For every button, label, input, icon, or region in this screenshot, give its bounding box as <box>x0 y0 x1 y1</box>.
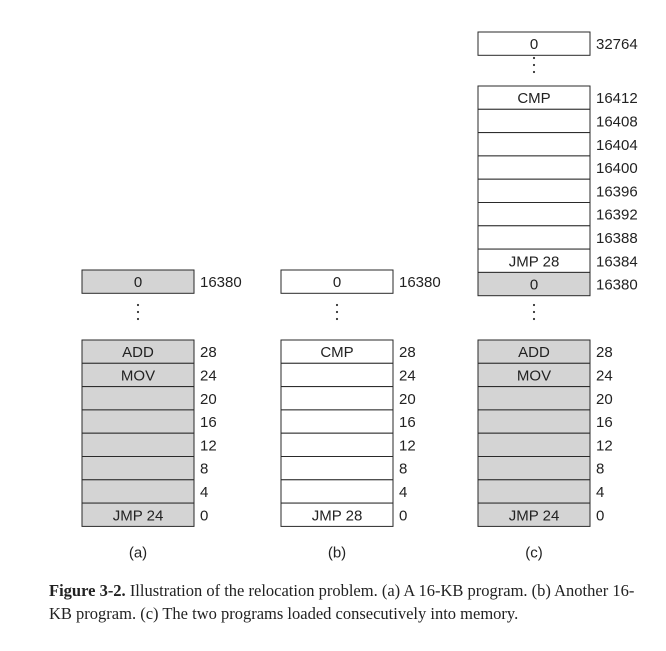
panel-c-addr-16: 16 <box>596 414 613 432</box>
panel-b-cell-28-text: CMP <box>320 344 354 362</box>
panel-c-cell-32764-text: 0 <box>529 36 539 54</box>
panel-b-ellipsis-dot-0 <box>336 304 338 306</box>
panel-a-cell-24-text: MOV <box>120 367 156 385</box>
panel-a-cell-12 <box>82 433 194 456</box>
panel-c-addr-16388: 16388 <box>596 229 638 247</box>
panel-b-ellipsis-dot-1 <box>336 311 338 313</box>
panel-c-cell-0-text: JMP 24 <box>508 507 560 525</box>
panel-c-cell-20 <box>478 387 590 410</box>
panel-a-label: (a) <box>128 544 148 562</box>
panel-c-addr-16396: 16396 <box>596 183 638 201</box>
panel-b-cell-16380-text: 0 <box>332 274 342 292</box>
panel-b-addr-24: 24 <box>399 367 416 385</box>
panel-a-addr-16: 16 <box>200 414 217 432</box>
panel-c-cell-16384-text: JMP 28 <box>508 253 560 271</box>
panel-b-cell-12 <box>281 433 393 456</box>
panel-a-cell-8 <box>82 457 194 480</box>
panel-c-cell-16400 <box>478 156 590 179</box>
panel-c-ellipsis-dot-1 <box>533 311 535 313</box>
panel-c-addr-0: 0 <box>596 507 605 525</box>
panel-c-cell-16380-text: 0 <box>529 276 539 294</box>
panel-c-cell-16404 <box>478 133 590 156</box>
panel-a-cell-28-text: ADD <box>122 344 154 362</box>
panel-c-cell-4 <box>478 480 590 503</box>
figure-number: Figure 3-2. <box>49 581 126 600</box>
panel-a-cell-20 <box>82 387 194 410</box>
panel-c-cell-24-text: MOV <box>516 367 552 385</box>
panel-b-cell-8 <box>281 457 393 480</box>
panel-c-cell-16388 <box>478 226 590 249</box>
panel-c-addr-16412: 16412 <box>596 90 638 108</box>
panel-c-addr-20: 20 <box>596 390 613 408</box>
panel-b-addr-28: 28 <box>399 344 416 362</box>
panel-b-ellipsis-dot-2 <box>336 318 338 320</box>
panel-c-cell-8 <box>478 457 590 480</box>
panel-c-addr-8: 8 <box>596 460 605 478</box>
panel-c-addr-32764: 32764 <box>596 36 638 54</box>
panel-a-addr-28: 28 <box>200 344 217 362</box>
panel-a-addr-12: 12 <box>200 437 217 455</box>
panel-a-ellipsis-dot-1 <box>137 311 139 313</box>
panel-b-label: (b) <box>327 544 347 562</box>
panel-c-addr-24: 24 <box>596 367 613 385</box>
panel-b-cell-20 <box>281 387 393 410</box>
panel-c-cell-16408 <box>478 109 590 132</box>
panel-c-addr-28: 28 <box>596 344 613 362</box>
panel-b-addr-8: 8 <box>399 460 408 478</box>
panel-c-addr-16392: 16392 <box>596 206 638 224</box>
panel-c-cell-12 <box>478 433 590 456</box>
panel-b-cell-0-text: JMP 28 <box>311 507 363 525</box>
panel-c-upper-ellipsis-dot-1 <box>533 64 535 66</box>
panel-a-addr-4: 4 <box>200 483 209 501</box>
panel-c-label: (c) <box>525 544 543 562</box>
panel-c-ellipsis-dot-2 <box>533 318 535 320</box>
panel-b-cell-16 <box>281 410 393 433</box>
panel-a-cell-16380-text: 0 <box>133 274 143 292</box>
panel-a-cell-0-text: JMP 24 <box>112 507 164 525</box>
panel-a-cell-4 <box>82 480 194 503</box>
panel-c-addr-12: 12 <box>596 437 613 455</box>
panel-b-addr-4: 4 <box>399 483 408 501</box>
panel-a-addr-20: 20 <box>200 390 217 408</box>
panel-c-upper-ellipsis-dot-0 <box>533 57 535 59</box>
panel-c-cell-16 <box>478 410 590 433</box>
panel-c-addr-16380: 16380 <box>596 276 638 294</box>
panel-c-cell-16392 <box>478 203 590 226</box>
panel-c-cell-16396 <box>478 179 590 202</box>
panel-c-cell-16412-text: CMP <box>517 90 551 108</box>
panel-b-addr-0: 0 <box>399 507 408 525</box>
caption-text: Illustration of the relocation problem. (a) A 16-KB program. (b) Another 16-KB program. (c) The two programs loaded consecutively into memory. <box>49 581 635 623</box>
panel-c-cell-28-text: ADD <box>518 344 550 362</box>
panel-b-cell-4 <box>281 480 393 503</box>
panel-a-addr-0: 0 <box>200 507 209 525</box>
panel-c-addr-16400: 16400 <box>596 160 638 178</box>
panel-a-addr-16380: 16380 <box>200 274 242 292</box>
panel-b-cell-24 <box>281 363 393 386</box>
figure-caption <box>49 579 649 625</box>
panel-a-ellipsis-dot-0 <box>137 304 139 306</box>
panel-a-cell-16 <box>82 410 194 433</box>
panel-b-addr-12: 12 <box>399 437 416 455</box>
panel-c-addr-16408: 16408 <box>596 113 638 131</box>
panel-a-ellipsis-dot-2 <box>137 318 139 320</box>
panel-c-addr-4: 4 <box>596 483 605 501</box>
panel-c-addr-16384: 16384 <box>596 253 638 271</box>
panel-c-addr-16404: 16404 <box>596 136 638 154</box>
panel-a-addr-8: 8 <box>200 460 209 478</box>
panel-b-addr-20: 20 <box>399 390 416 408</box>
panel-c-ellipsis-dot-0 <box>533 304 535 306</box>
panel-c-upper-ellipsis-dot-2 <box>533 71 535 73</box>
panel-a-addr-24: 24 <box>200 367 217 385</box>
panel-b-addr-16380: 16380 <box>399 274 441 292</box>
panel-b-addr-16: 16 <box>399 414 416 432</box>
